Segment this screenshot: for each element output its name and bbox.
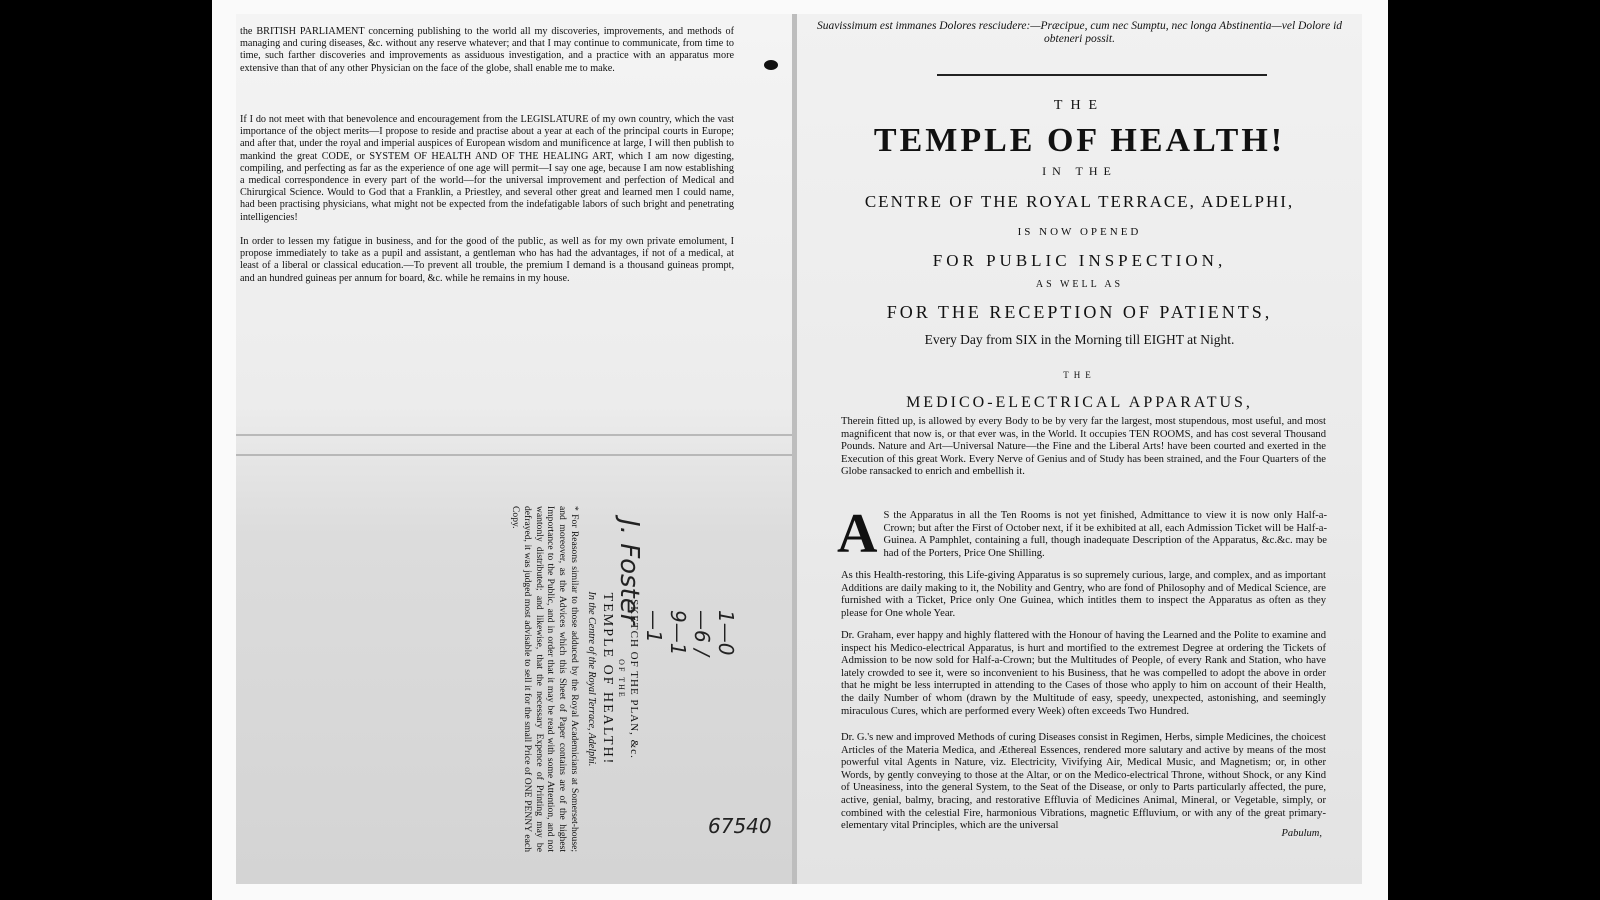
heading-medico-electrical: MEDICO-ELECTRICAL APPARATUS, [906, 394, 1253, 411]
right-paragraph-1: Therein fitted up, is allowed by every Body to be by very far the largest, most stupendous, most useful, and most magnificent that now is, or that ever was, in the World. It occupies TEN ROOMS, and has cost several Thousand Pounds. Nature and Art—Universal Nature—the Fine and the Liberal Arts! have been courted and exerted in the Execution of this great Work. Every Nerve of Genius and of Study has been strained, and the Four Quarters of the Globe ransacked to enrich and embellish it. [841, 416, 1326, 478]
handwritten-reference: 1—0—6 / 9—1—1 [642, 610, 738, 656]
sketch-block [460, 506, 640, 852]
heading-is-now-opened: IS NOW OPENED [1017, 226, 1142, 238]
heading-as-well-as: AS WELL AS [1035, 279, 1124, 290]
catchword: Pabulum, [1281, 828, 1322, 839]
right-paragraph-2-text: S the Apparatus in all the Ten Rooms is not yet finished, Admittance to view it is now only Half-a-Crown; but after the First of October next, if it be exhibited at all, each Admission Ticket will be Half-a-Guinea. A Pamphlet, containing a full, though inadequate Description of the Apparatus, &c.&c. may be had of the Porters, Price One Shilling. [883, 510, 1327, 559]
right-paragraph-4: Dr. Graham, ever happy and highly flattered with the Honour of having the Learned and the Polite to examine and inspect his Medico-electrical Apparatus, is hurt and mortified to the extremest Degree at ordering the Tickets of Admission to be now sold for Half-a-Crown; but the Multitudes of People, of every Rank and Station, who have lately crowded to see it, were so inconvenient to his Business, that he was compelled to adopt the above in order that he might be less interrupted in attending to the Cases of those who apply to him on account of their Health, the daily Number of whom (drawn by the Multitude of easy, speedy, unexpected, astonishing, and seemingly miraculous Cures, which are performed every Week) often exceeds Two Hundred. [841, 630, 1326, 717]
drop-cap: A [837, 503, 878, 565]
left-paragraph-3: In order to lessen my fatigue in business, and for the good of the public, as well as for my own private emolument, I propose immediately to take as a pupil and assistant, a gentleman who has had the advantages, if not of a medical, at least of a liberal or classical education.—To prevent all trouble, the premium I demand is a thousand guineas prompt, and an hundred guineas per annum for board, &c. while he remains in my house. [240, 236, 734, 284]
heading-temple-of-health: TEMPLE OF HEALTH! [873, 122, 1286, 159]
heading-the-2: THE [1063, 370, 1096, 380]
sketch-footnote: * For Reasons similar to those adduced by the Royal Academicians at Somerset-house; and moreover, as the Advices which this Sheet of Paper contains are of the highest Importance to the Public, and in order that it may be read with some Attention, and not wantonly distributed; and likewise, that the necessary Expence of Printing may be defrayed, it was judged most advisable to sell it for the small Price of ONE PENNY each Copy. [510, 506, 580, 852]
heading-in-the: IN THE [1042, 164, 1117, 178]
sketch-of-the: OF THE [617, 659, 626, 699]
left-page [236, 14, 792, 884]
handwritten-catalog-number: 67540 [708, 814, 772, 838]
right-paragraph-3: As this Health-restoring, this Life-giving Apparatus is so supremely curious, large, and complex, and as important Additions are daily making to it, the Nobility and Gentry, who are fond of Philosophy and of Medical Science, are furnished with a Ticket, Price only One Guinea, which intitles them to inspect the Apparatus as often as they please for One whole Year. [841, 570, 1326, 619]
right-paragraph-5: Dr. G.'s new and improved Methods of curing Diseases consist in Regimen, Herbs, simple Medicines, the choicest Articles of the Materia Medica, and Æthereal Essences, rendered more salutary and active by means of the most powerful vital Agents in Nature, viz. Electricity, Vivifying Air, Medical Music, and Magnetism; or, in other Words, by gently conveying to those at the Altar, or on the Medico-electrical Throne, without Shock, or any Kind of Uneasiness, into the general System, to the Seat of the Disease, or only to Parts particularly affected, the pure, active, genial, balmy, bracing, and restorative Effluvia of Medicines Animal, Mineral, or Vegetable, simply, or combined with the celestial Fire, harmonious Vibrations, magnetic Effluvium, or with any of the great primary-elementary vital Principles, which are the universal [841, 732, 1326, 832]
heading-centre: CENTRE OF THE ROYAL TERRACE, ADELPHI, [864, 192, 1295, 211]
sketch-title: SKETCH OF THE PLAN, &c. [628, 599, 640, 759]
latin-epigraph: Suavissimum est immanes Dolores resciudere:—Præcipue, cum nec Sumptu, nec longa Abstinentia—vel Dolore id obteneri possit. [816, 20, 1343, 45]
heading-public-inspection: FOR PUBLIC INSPECTION, [932, 251, 1227, 270]
heading-the: THE [1053, 98, 1106, 113]
right-page [797, 14, 1362, 884]
scanned-sheet [212, 0, 1388, 900]
sketch-location: In the Centre of the Royal Terrace, Adelphi. [586, 591, 597, 767]
handwritten-signature: J. Foster [614, 519, 644, 625]
right-paragraph-2 [837, 503, 1327, 565]
heading-reception-of-patients: FOR THE RECEPTION OF PATIENTS, [886, 302, 1273, 322]
left-paragraph-1: the BRITISH PARLIAMENT concerning publishing to the world all my discoveries, improvements, and methods of managing and curing diseases, &c. without any reserve whatever; and that I may continue to communicate, from time to time, such farther discoveries and improvements as assiduous investigation, and a practice with an apparatus more extensive than that of any other Physician on the face of the globe, shall enable me to make. [240, 26, 734, 74]
fold-crease [236, 434, 792, 436]
ink-blot [764, 60, 778, 70]
heading-hours: Every Day from SIX in the Morning till EIGHT at Night. [924, 332, 1235, 347]
left-paragraph-2: If I do not meet with that benevolence and encouragement from the LEGISLATURE of my own country, which the vast importance of the object merits—I propose to reside and practise about a year at each of the principal courts in Europe; and after that, under the royal and imperial auspices of European wisdom and munificence at large, I will then publish to mankind the great CODE, or SYSTEM OF HEALTH AND OF THE HEALING ART, which I am now digesting, compiling, and perfecting as far as the experience of one age will permit—I say one age, because I am now establishing a medical correspondence in every part of the world—for the universal improvement and perfection of Medical and Chirurgical Science. Would to God that a Franklin, a Priestley, and several other great and learned men I could name, had been practising physicians, what might not be expected from the indefatigable labors of such bright and penetrating intelligencies! [240, 114, 734, 223]
sketch-temple-title: TEMPLE OF HEALTH! [600, 592, 615, 766]
fold-crease [236, 454, 792, 456]
header-rule [937, 74, 1267, 76]
